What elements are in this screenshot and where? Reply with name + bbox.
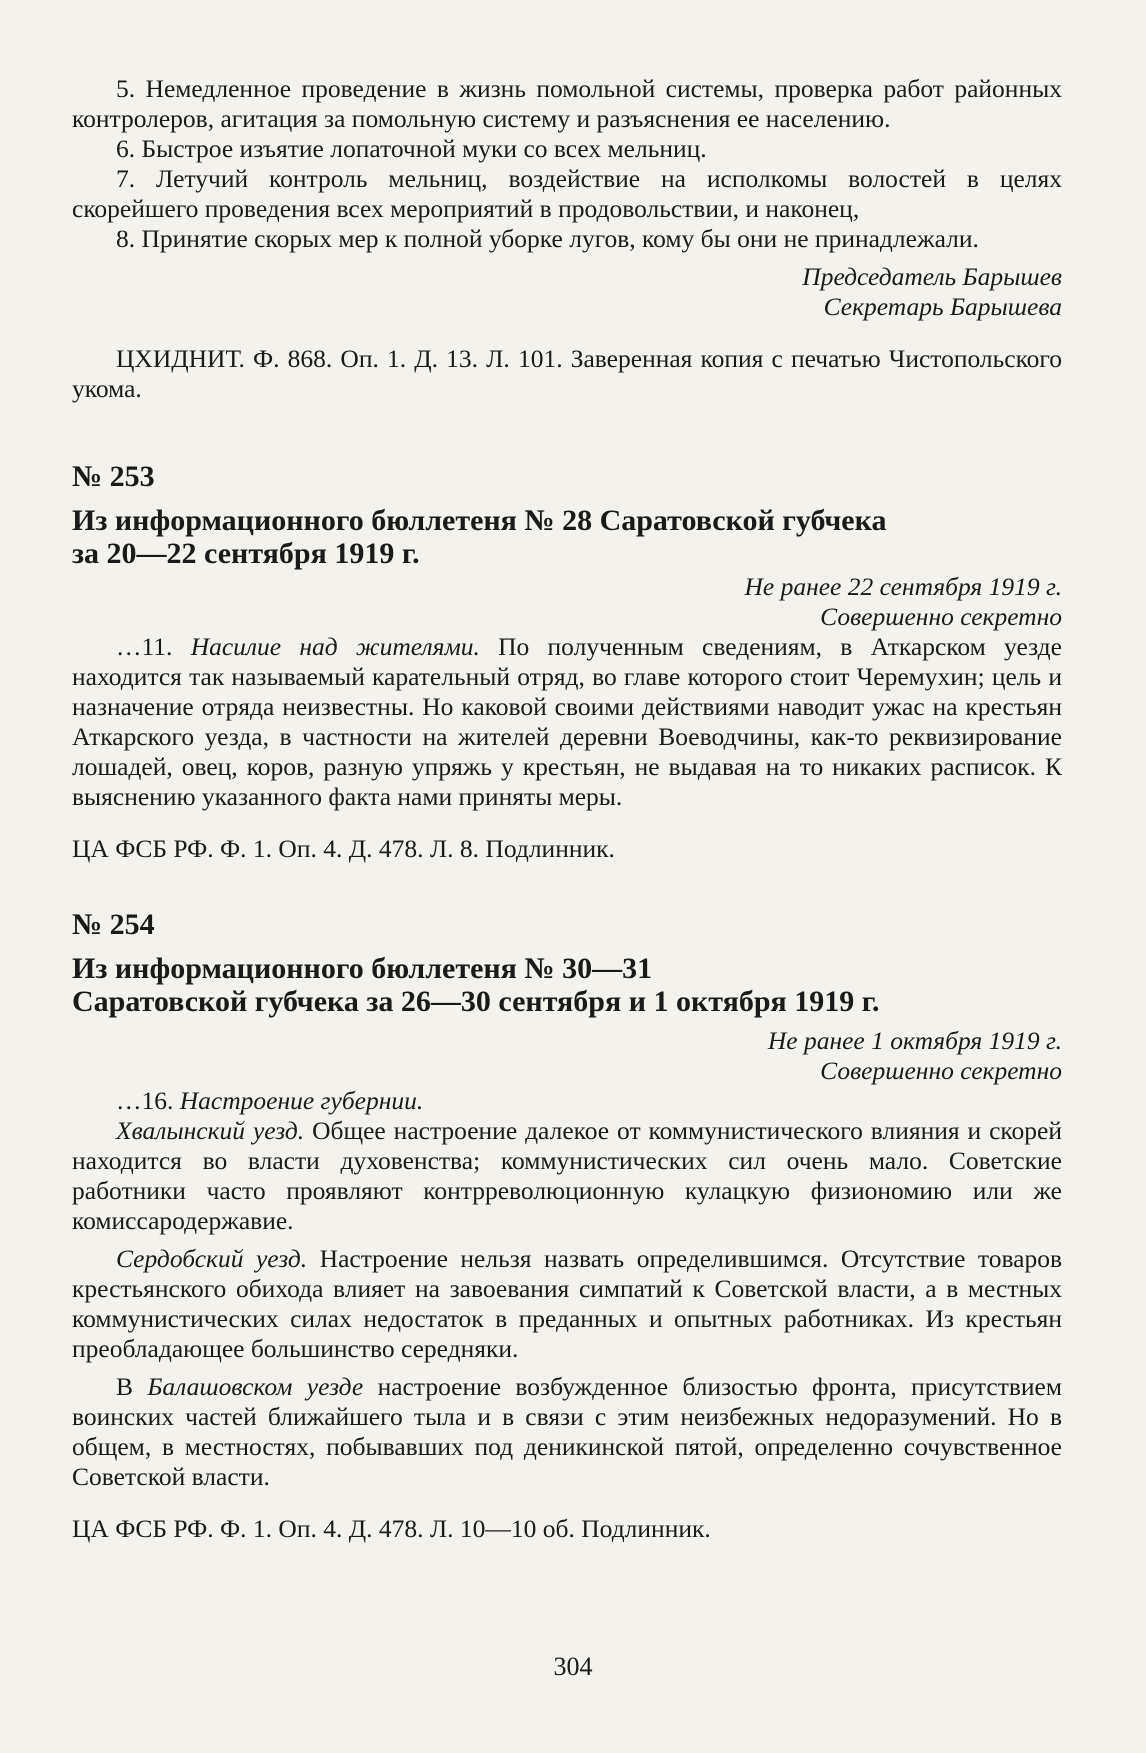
doc-254-paragraph-balashov [72, 1372, 1062, 1492]
doc-254-paragraph-serdobsk [72, 1244, 1062, 1364]
doc-253-para-lead: …11. [116, 632, 191, 661]
balashov-lead: В [116, 1372, 148, 1401]
doc-254-paragraph-khvalynsk [72, 1116, 1062, 1236]
doc-254-number: № 254 [72, 908, 155, 941]
doc-254-date: Не ранее 1 октября 1919 г. [767, 1026, 1062, 1055]
doc-254-title-line-1: Из информационного бюллетеня № 30—31 [72, 952, 653, 985]
doc-253-title-line-2: за 20—22 сентября 1919 г. [72, 537, 420, 570]
doc-253-classification: Совершенно секретно [820, 602, 1062, 631]
doc-254-section [72, 1086, 1062, 1116]
doc-254-source: ЦА ФСБ РФ. Ф. 1. Оп. 4. Д. 478. Л. 10—10 об. Подлинник. [72, 1514, 711, 1543]
serdobsk-text: Настроение нельзя назвать определившимся. Отсутствие товаров крестьянского обихода влияет на завоевания симпатий к Советской власти, а в местных коммунистических силах недостаток в преданных и опытных работниках. Из крестьян преобладающее большинство середняки. [72, 1244, 1063, 1363]
balashov-uezd-label: Балашовском уезде [147, 1372, 364, 1401]
archive-source-ukom: ЦХИДНИТ. Ф. 868. Оп. 1. Д. 13. Л. 101. Заверенная копия с печатью Чистопольского укома. [72, 344, 1062, 403]
doc-253-para-text: По полученным сведениям, в Аткарском уезде находится так называемый карательный отряд, во главе которого стоит Черемухин; цель и назначение отряда неизвестны. Но каковой своими действиями наводит ужас на крестьян Аткарского уезда, в частности на жителей деревни Воеводчины, как-то реквизирование лошадей, овец, коров, разную упряжь у крестьян, не выдавая на то никаких расписок. К выяснению указанного факта нами приняты меры. [72, 632, 1062, 811]
khvalynsk-uezd-label: Хвалынский уезд. [116, 1116, 305, 1145]
doc-253-title [72, 504, 1062, 570]
signature-secretary: Секретарь Барышева [823, 292, 1062, 321]
page-number: 304 [553, 1652, 593, 1681]
doc-254-title-line-2: Саратовской губчека за 26—30 сентября и 1 октября 1919 г. [72, 985, 880, 1018]
khvalynsk-text: Общее настроение далекое от коммунистического влияния и скорей находится во власти духовенства; коммунистических сил очень мало. Советские работники часто проявляют контрреволюционную кулацкую физиономию или же комиссародержавие. [72, 1116, 1062, 1235]
list-item-5: 5. Немедленное проведение в жизнь помольной системы, проверка работ районных контролеров, агитация за помольную систему и разъяснения ее населению. [72, 74, 1062, 133]
list-item-8: 8. Принятие скорых мер к полной уборке лугов, кому бы они не принадлежали. [116, 224, 979, 253]
list-item-7: 7. Летучий контроль мельниц, воздействие на исполкомы волостей в целях скорейшего проведения всех мероприятий в продовольствии, и наконец, [72, 164, 1062, 223]
doc-253-paragraph [72, 632, 1062, 812]
doc-254-title [72, 952, 1062, 1018]
doc-253-number: № 253 [72, 460, 155, 493]
document-text [72, 74, 1062, 1544]
doc-254-section-lead: …16. [116, 1086, 180, 1115]
doc-253-source: ЦА ФСБ РФ. Ф. 1. Оп. 4. Д. 478. Л. 8. Подлинник. [72, 834, 615, 863]
doc-253-date: Не ранее 22 сентября 1919 г. [744, 572, 1062, 601]
balashov-text: настроение возбужденное близостью фронта, присутствием воинских частей ближайшего тыла и в связи с этим неизбежных недоразумений. Но в общем, в местностях, побывавших под деникинской пятой, определенно сочувственное Советской власти. [72, 1372, 1062, 1491]
doc-253-title-line-1: Из информационного бюллетеня № 28 Саратовской губчека [72, 504, 887, 537]
doc-254-classification: Совершенно секретно [820, 1056, 1062, 1085]
doc-254-section-heading: Настроение губернии. [179, 1086, 424, 1115]
signature-chairman: Председатель Барышев [802, 262, 1062, 291]
serdobsk-uezd-label: Сердобский уезд. [116, 1244, 308, 1273]
list-item-6: 6. Быстрое изъятие лопаточной муки со всех мельниц. [116, 134, 707, 163]
doc-253-para-heading: Насилие над жителями. [190, 632, 480, 661]
